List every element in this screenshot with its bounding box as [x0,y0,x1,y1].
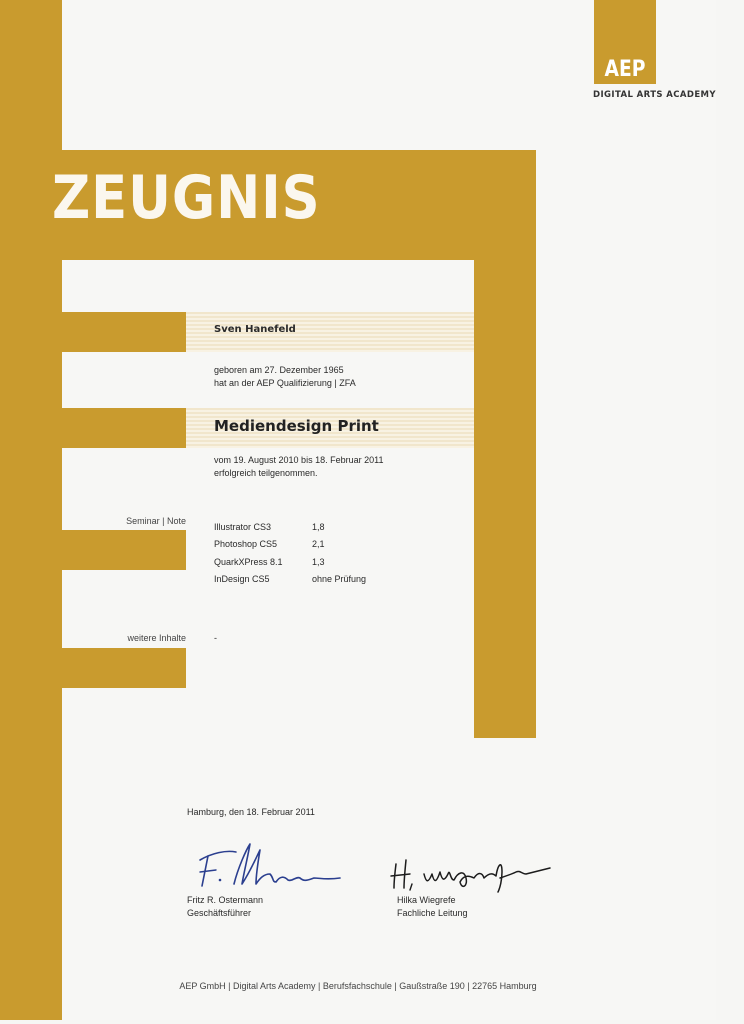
grade-note: ohne Prüfung [312,574,367,584]
right-gold-bar [474,260,536,738]
signature-wiegrefe [388,850,556,894]
academy-name: DIGITAL ARTS ACADEMY [593,90,716,100]
grade-seminar: Photoshop CS5 [214,539,278,549]
grade-seminar: Illustrator CS3 [214,522,272,532]
signatory-name-2: Hilka Wiegrefe [397,895,456,905]
left-gold-band [0,0,62,1020]
birth-line: geboren am 27. Dezember 1965 [214,365,344,375]
grade-note: 1,8 [312,522,325,532]
course-title: Mediendesign Print [214,417,379,435]
grade-note: 1,3 [312,557,325,567]
left-gold-tab-1 [62,312,186,352]
further-label: weitere Inhalte [127,633,186,643]
left-gold-tab-2 [62,408,186,448]
aep-logo-text: AEP [604,57,646,82]
signatory-name-1: Fritz R. Ostermann [187,895,264,905]
footer-address: AEP GmbH | Digital Arts Academy | Berufsfachschule | Gaußstraße 190 | 22765 Hamburg [179,981,537,991]
period-line: vom 19. August 2010 bis 18. Februar 2011 [214,455,384,465]
left-gold-tab-3 [62,530,186,570]
document-title: ZEUGNIS [52,163,321,233]
result-line: erfolgreich teilgenommen. [214,468,318,478]
grade-note: 2,1 [312,539,325,549]
signatory-role-1: Geschäftsführer [187,908,252,918]
qualification-line: hat an der AEP Qualifizierung | ZFA [214,378,356,388]
further-value: - [214,633,217,643]
signature-ostermann [190,838,350,894]
place-date: Hamburg, den 18. Februar 2011 [187,807,315,817]
grades-label: Seminar | Note [126,516,186,526]
signatory-role-2: Fachliche Leitung [397,908,468,918]
student-name: Sven Hanefeld [214,324,296,335]
grade-seminar: InDesign CS5 [214,574,270,584]
aep-logo [594,0,656,84]
left-gold-tab-4 [62,648,186,688]
grade-seminar: QuarkXPress 8.1 [214,557,283,567]
